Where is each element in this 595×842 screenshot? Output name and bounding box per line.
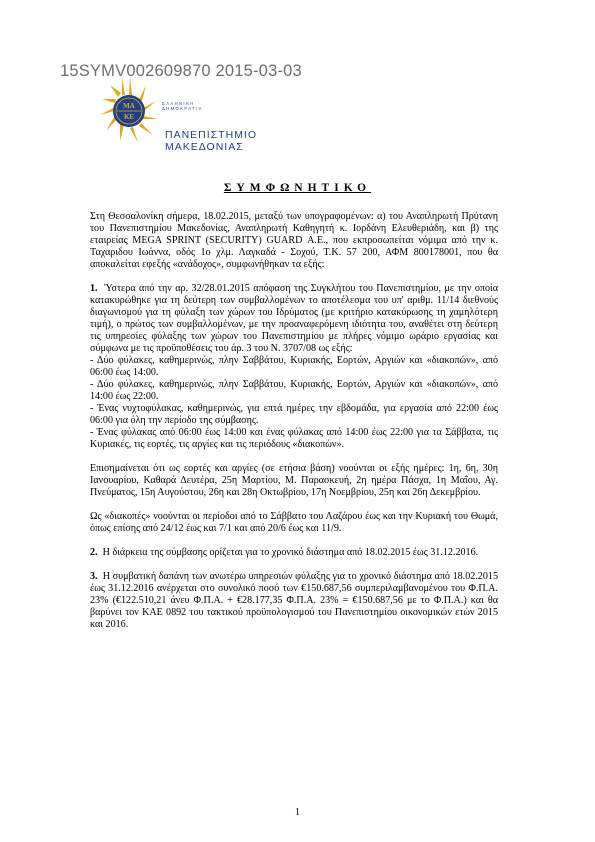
svg-text:ΚΕ: ΚΕ: [123, 113, 135, 121]
document-title: ΣΥΜΦΩΝΗΤΙΚΟ: [223, 182, 372, 194]
guard-shift-item: - Ένας φύλακας από 06:00 έως 14:00 και ένας φύλακας από 14:00 έως 22:00 για τα Σάββατα, τις Κυριακές, τις εορτές, τις αργίες και τις περιόδους «διακοπών».: [90, 427, 498, 450]
clause-text: Η διάρκεια της σύμβασης ορίζεται για το χρονικό διάστημα από 18.02.2015 έως 31.12.2016.: [102, 547, 479, 558]
university-name: [165, 129, 257, 153]
document-body: [90, 211, 498, 643]
logo-subtitle-line: ΕΛΛΗΝΙΚΗ: [162, 101, 195, 106]
university-name-line: ΜΑΚΕΔΟΝΙΑΣ: [165, 141, 244, 153]
guard-shift-item: - Ένας νυχτοφύλακας, καθημερινώς, για επτά ημέρες την εβδομάδα, για εργασία από 22:00 έως 06:00 για όλη την περίοδο της σύμβασης.: [90, 403, 498, 426]
svg-text:ΜΑ: ΜΑ: [123, 102, 135, 110]
guard-shift-item: - Δύο φύλακες, καθημερινώς, πλην Σαββάτου, Κυριακής, Εορτών, Αργιών και «διακοπών», από 06:00 έως 14:00.: [90, 355, 498, 378]
guard-shift-item: - Δύο φύλακες, καθημερινώς, πλην Σαββάτου, Κυριακής, Εορτών, Αργιών και «διακοπών», από 14:00 έως 22:00.: [90, 379, 498, 402]
clause-3: [90, 571, 498, 631]
holidays-paragraph: Επισημαίνεται ότι ως εορτές και αργίες (σε ετήσια βάση) νοούνται οι εξής ημέρες: 1η, 6η, 30η Ιανουαρίου, Καθαρά Δευτέρα, 25η Μαρτίου, Μ. Παρασκευή, 2η ημέρα Πάσχα, 1η Μαΐου, Αγ. Πνεύματος, 15η Αυγούστου, 26η και 28η Οκτωβρίου, 17η Νοεμβρίου, 25η και 26η Δεκεμβρίου.: [90, 463, 498, 498]
page-number: 1: [295, 807, 300, 818]
vacations-paragraph: Ως «διακοπές» νοούνται οι περίοδοι από το Σάββατο του Λαζάρου έως και την Κυριακή του Θωμά, όπως επίσης από 24/12 έως και 7/1 και από 20/6 έως και 11/9.: [90, 511, 498, 534]
clause-number: 3.: [90, 571, 98, 582]
clause-2: [90, 547, 498, 559]
clause-number: 2.: [90, 547, 98, 558]
clause-1: [90, 283, 498, 355]
document-stamp-id: 15SYMV002609870 2015-03-03: [60, 62, 302, 80]
clause-text: Ύστερα από την αρ. 32/28.01.2015 απόφαση της Συγκλήτου του Πανεπιστημίου, με την οποία κατακυρώθηκε για τη δεύτερη των συμβαλλομένων το αποτέλεσμα του υπ' αριθμ. 11/14 διεθνούς διαγωνισμού για τη φύλαξη των χώρων του Ιδρύματος (με κριτήριο κατακύρωσης τη χαμηλότερη τιμή), ο πρώτος των συμβαλλομένων, με την προαναφερόμενη ιδιότητα του, αναθέτει στη δεύτερη τις υπηρεσίες φύλαξης των χώρων του Πανεπιστημίου με πλήρες νόμιμο ωράριο εργασίας και σύμφωνα με τις προϋποθέσεις του άρ. 3 του Ν. 3707/08 ως εξής:: [90, 283, 499, 354]
intro-paragraph: Στη Θεσσαλονίκη σήμερα, 18.02.2015, μεταξύ των υπογραφομένων: α) του Αναπληρωτή Πρύτανη του Πανεπιστημίου Μακεδονίας, Αναπληρωτή Καθηγητή κ. Ιορδάνη Ελευθεριάδη, και β) της εταιρείας MEGA SPRINT (SECURITY) GUARD Α.Ε., που εκπροσωπείται νόμιμα από την κ. Ταχαριδου Ιωάννα, οδός 1ο χλμ. Λαγκαδά - Σοχού, Τ.Κ. 57 200, ΑΦΜ 800178001, που θα αποκαλείται εφεξής «ανάδοχος», συμφωνήθηκαν τα εξής:: [90, 211, 498, 270]
clause-text: Η συμβατική δαπάνη των ανωτέρω υπηρεσιών φύλαξης για το χρονικό διάστημα από 18.02.2015 έως 31.12.2016 ανέρχεται στο συνολικό ποσό των €150.687,56 συμπεριλαμβανομένου του Φ.Π.Α. 23% (€122.510,21 άνευ Φ.Π.Α. + €28.177,35 Φ.Π.Α. 23% = €150.687,56 με το Φ.Π.Α.) και θα βαρύνει τον ΚΑΕ 0892 του τακτικού προϋπολογισμού του Πανεπιστημίου οικονομικών ετών 2015 και 2016.: [90, 571, 498, 630]
university-name-line: ΠΑΝΕΠΙΣΤΗΜΙΟ: [165, 129, 257, 141]
logo-subtitle-line: ΔΗΜΟΚΡΑΤΙΑ: [162, 106, 203, 111]
clause-number: 1.: [90, 283, 98, 294]
logo-subtitle: [162, 101, 203, 111]
